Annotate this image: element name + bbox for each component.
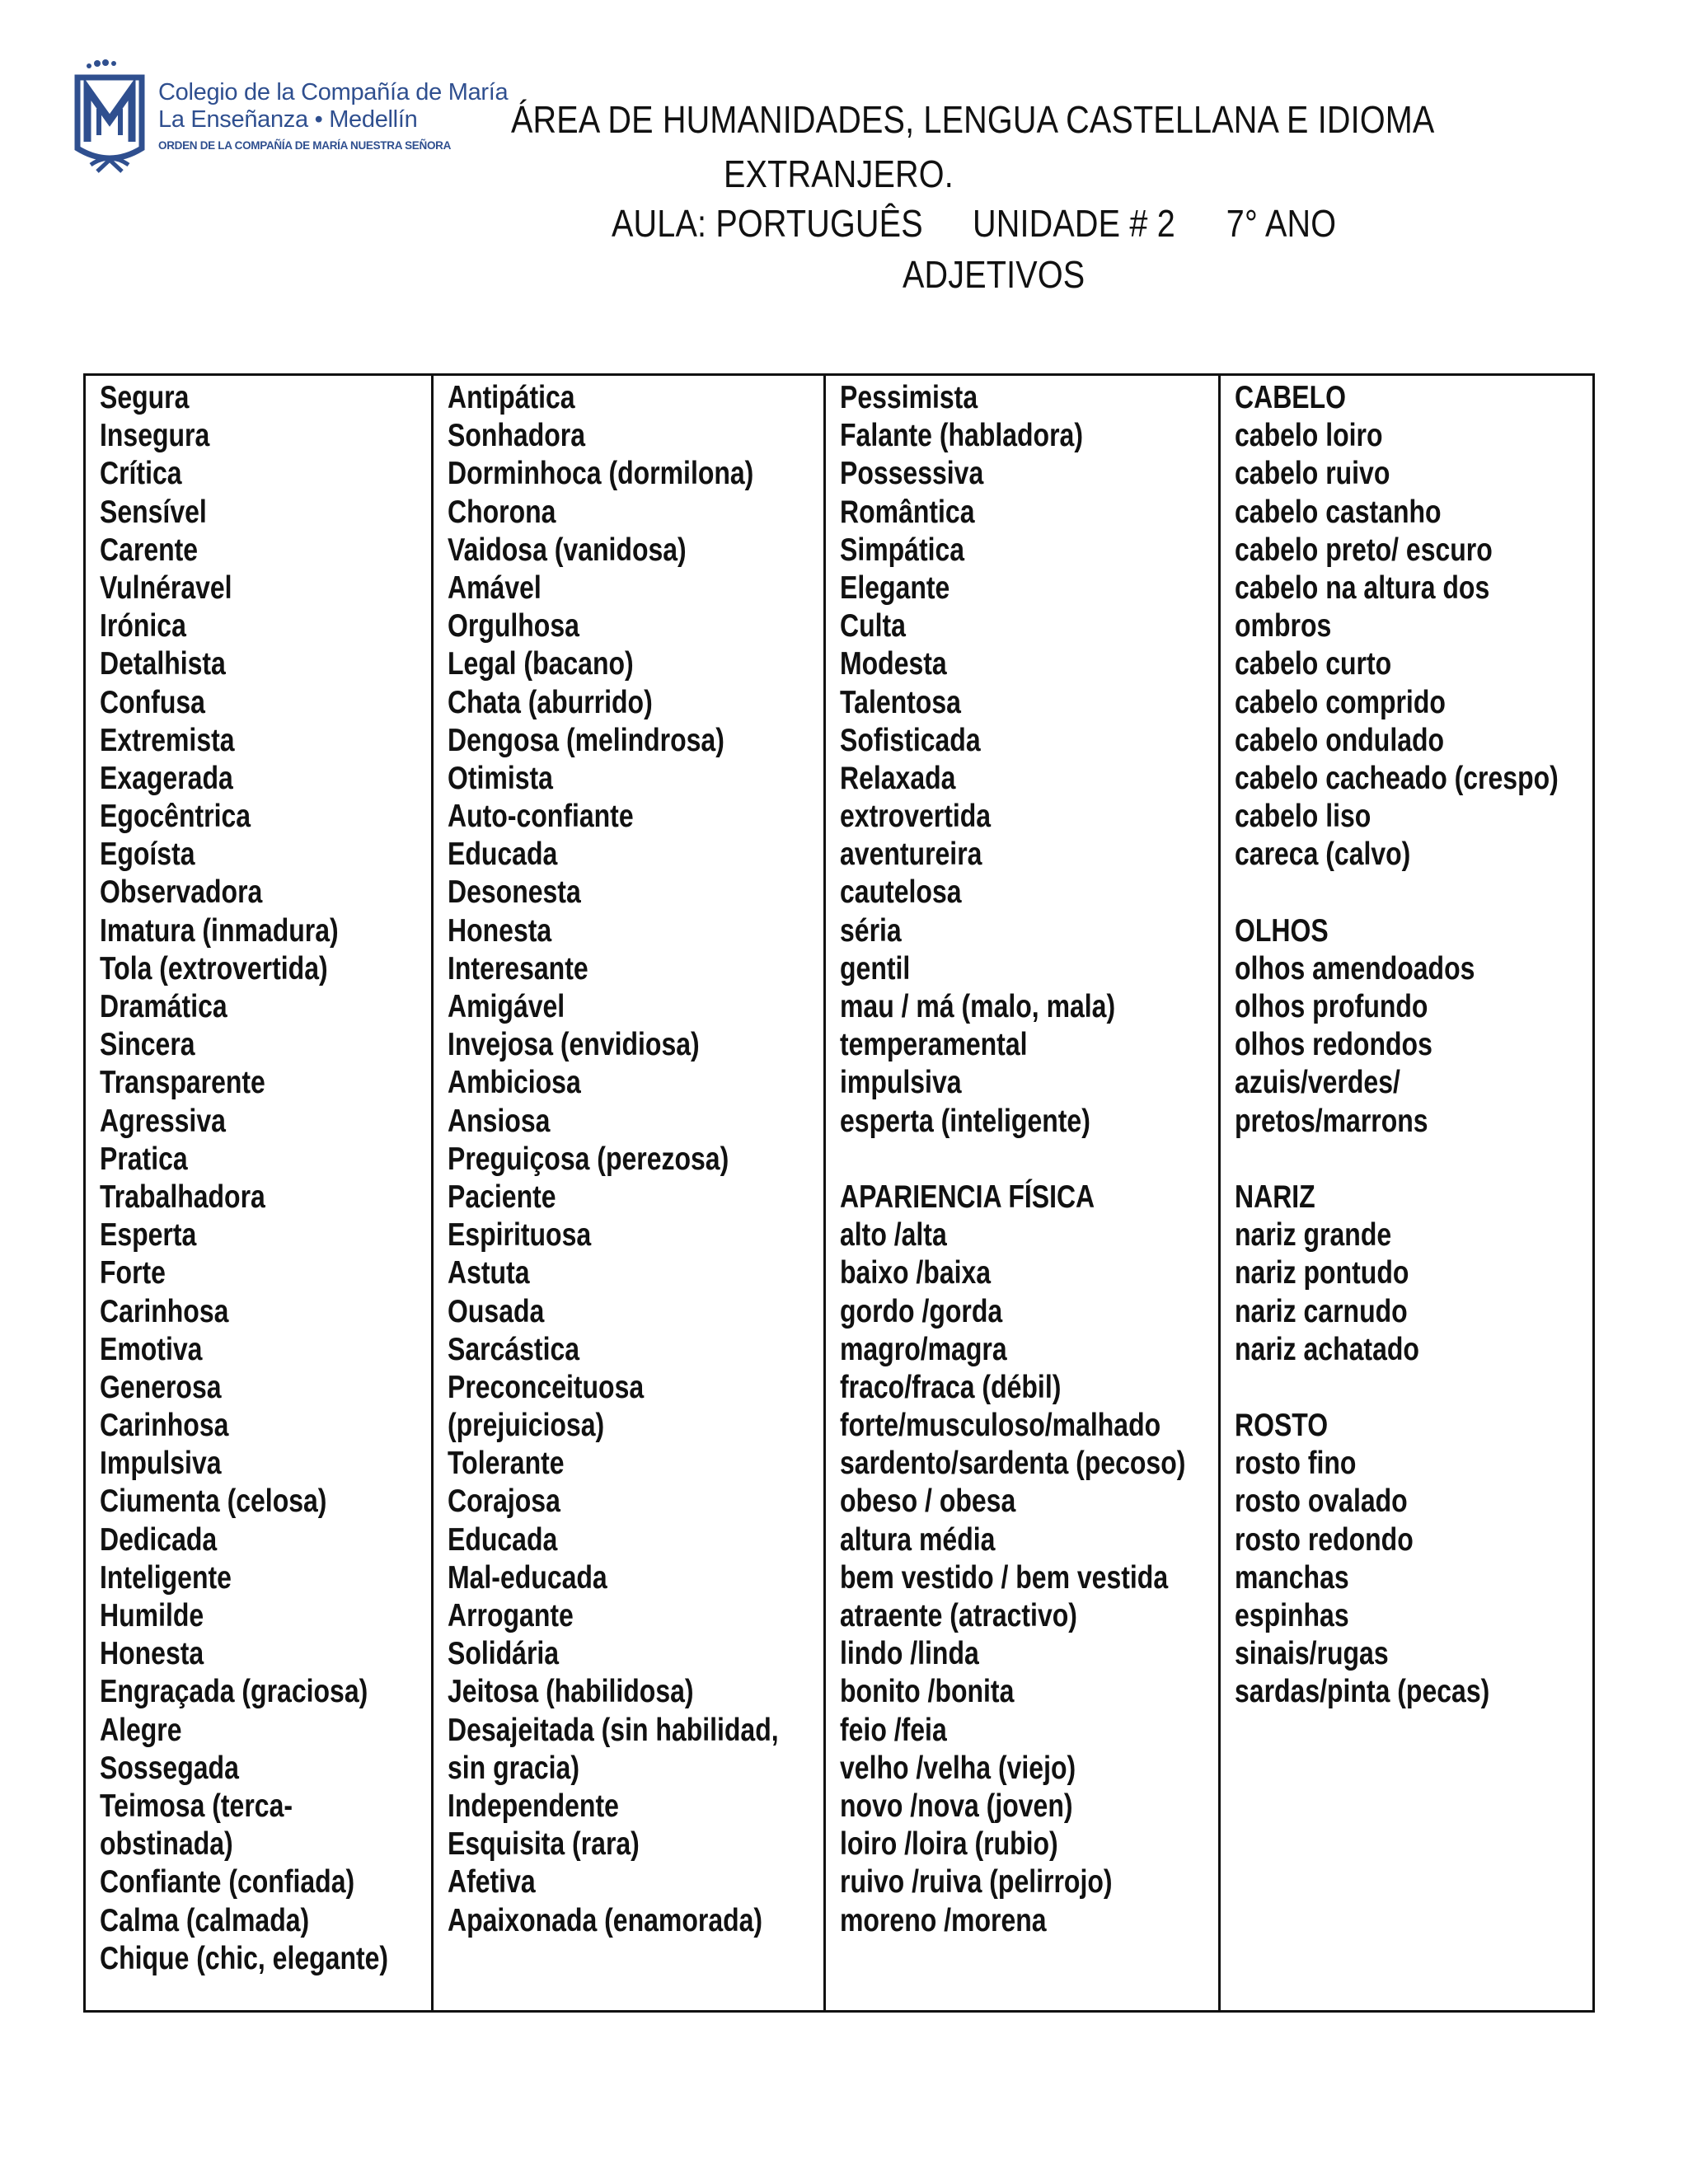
list-item: Preguiçosa (perezosa) — [448, 1141, 729, 1177]
list-item: Sensível — [100, 494, 207, 530]
list-item: Vulnéravel — [100, 569, 232, 606]
list-item: novo /nova (joven) — [840, 1788, 1073, 1824]
list-item: Egoísta — [100, 837, 195, 873]
list-item: cabelo curto — [1235, 646, 1392, 682]
list-item: cabelo ruivo — [1235, 456, 1390, 492]
list-item: Egocêntrica — [100, 799, 251, 835]
list-item: Chorona — [448, 494, 556, 530]
list-item: Educada — [448, 1521, 558, 1558]
table-column-3 — [826, 376, 1221, 2010]
list-item: Desonesta — [448, 874, 581, 911]
list-item: cabelo comprido — [1235, 684, 1446, 720]
list-item: gentil — [840, 950, 911, 987]
header-grade: 7° ANO — [1226, 202, 1337, 245]
logo-school-location: La Enseñanza • Medellín — [158, 106, 418, 133]
list-item: OLHOS — [1235, 912, 1329, 949]
list-item: Carente — [100, 532, 199, 568]
list-item: Calma (calmada) — [100, 1902, 310, 1938]
list-item: Crítica — [100, 456, 182, 492]
header-unit: UNIDADE # 2 — [972, 202, 1175, 245]
list-item: Simpática — [840, 532, 965, 568]
list-item: Tolerante — [448, 1446, 565, 1482]
list-item: Sonhadora — [448, 418, 586, 454]
list-item: Modesta — [840, 646, 947, 682]
list-item: Dedicada — [100, 1521, 218, 1558]
list-item: Jeitosa (habilidosa) — [448, 1674, 694, 1710]
list-item: extrovertida — [840, 799, 992, 835]
list-item: Teimosa (terca- — [100, 1788, 293, 1824]
list-item: careca (calvo) — [1235, 837, 1411, 873]
list-item: Ciumenta (celosa) — [100, 1483, 327, 1520]
list-item: Legal (bacano) — [448, 646, 634, 682]
list-item: esperta (inteligente) — [840, 1103, 1090, 1139]
list-item: Ousada — [448, 1293, 545, 1329]
list-item: Esperta — [100, 1217, 197, 1254]
list-item: espinhas — [1235, 1598, 1349, 1633]
list-item: moreno /morena — [840, 1902, 1047, 1938]
list-item: Forte — [100, 1255, 166, 1291]
header-topic: ADJETIVOS — [903, 253, 1085, 296]
list-item: Tola (extrovertida) — [100, 950, 328, 987]
list-item: olhos amendoados — [1235, 950, 1475, 987]
list-item: nariz pontudo — [1235, 1255, 1409, 1291]
list-item: Trabalhadora — [100, 1179, 265, 1215]
list-item: sardas/pinta (pecas) — [1235, 1674, 1490, 1710]
list-item: Sarcástica — [448, 1331, 580, 1367]
logo-text — [158, 79, 509, 152]
list-item: atraente (atractivo) — [840, 1598, 1077, 1633]
list-item: velho /velha (viejo) — [840, 1750, 1076, 1786]
list-item: Detalhista — [100, 646, 226, 682]
list-item: Desajeitada (sin habilidad, — [448, 1712, 779, 1748]
list-item: olhos profundo — [1235, 989, 1428, 1024]
list-item: Transparente — [100, 1065, 265, 1101]
list-item: Espirituosa — [448, 1217, 592, 1254]
list-item: Inteligente — [100, 1559, 232, 1596]
list-item: obeso / obesa — [840, 1483, 1016, 1520]
list-item: Pratica — [100, 1141, 188, 1177]
list-item: Observadora — [100, 874, 263, 911]
list-item: Pessimista — [840, 380, 978, 415]
list-item: Extremista — [100, 722, 235, 758]
list-item: baixo /baixa — [840, 1255, 992, 1291]
list-item: altura média — [840, 1521, 996, 1558]
list-item: Humilde — [100, 1598, 204, 1633]
list-item: mau / má (malo, mala) — [840, 989, 1116, 1024]
table-column-2 — [434, 376, 826, 2010]
list-item: APARIENCIA FÍSICA — [840, 1179, 1095, 1215]
list-item: Ambiciosa — [448, 1065, 581, 1101]
list-item: feio /feia — [840, 1712, 947, 1748]
list-item: Orgulhosa — [448, 608, 579, 644]
list-item: Chata (aburrido) — [448, 684, 653, 720]
list-item: (prejuiciosa) — [448, 1408, 605, 1444]
list-item: cautelosa — [840, 874, 962, 911]
list-item: Possessiva — [840, 456, 984, 492]
list-item: cabelo cacheado (crespo) — [1235, 760, 1559, 796]
header-course-info — [612, 201, 1336, 246]
list-item: Impulsiva — [100, 1446, 222, 1482]
list-item: sinais/rugas — [1235, 1636, 1389, 1672]
list-item: Sincera — [100, 1027, 195, 1063]
list-item: pretos/marrons — [1235, 1103, 1428, 1139]
list-item: ombros — [1235, 608, 1332, 644]
list-item: loiro /loira (rubio) — [840, 1826, 1058, 1863]
list-item: cabelo loiro — [1235, 418, 1383, 454]
header-area-title: ÁREA DE HUMANIDADES, LENGUA CASTELLANA E IDIOMA — [511, 98, 1435, 141]
list-item: NARIZ — [1235, 1179, 1315, 1215]
list-item: Antipática — [448, 380, 575, 415]
list-item: Engraçada (graciosa) — [100, 1674, 368, 1710]
school-crest-icon — [73, 59, 147, 183]
list-item: Irónica — [100, 608, 186, 644]
header-area-title-cont: EXTRANJERO. — [724, 152, 954, 195]
list-item: Invejosa (envidiosa) — [448, 1027, 700, 1063]
blank-line — [1235, 1141, 1629, 1179]
list-item: manchas — [1235, 1559, 1349, 1596]
list-item: Talentosa — [840, 684, 961, 720]
list-item: cabelo liso — [1235, 799, 1372, 835]
list-item: Dramática — [100, 989, 227, 1024]
list-item: Apaixonada (enamorada) — [448, 1902, 763, 1938]
list-item: Segura — [100, 380, 190, 415]
list-item: Culta — [840, 608, 906, 644]
list-item: olhos redondos — [1235, 1027, 1432, 1063]
list-item: nariz carnudo — [1235, 1293, 1408, 1329]
list-item: Dengosa (melindrosa) — [448, 722, 724, 758]
list-item: Confusa — [100, 684, 205, 720]
school-logo — [73, 59, 509, 183]
list-item: Astuta — [448, 1255, 530, 1291]
list-item: Imatura (inmadura) — [100, 912, 339, 949]
list-item: Honesta — [448, 912, 552, 949]
list-item: obstinada) — [100, 1826, 233, 1863]
list-item: Emotiva — [100, 1331, 203, 1367]
list-item: CABELO — [1235, 380, 1347, 415]
list-item: Romântica — [840, 494, 975, 530]
list-item: Arrogante — [448, 1598, 574, 1633]
list-item: nariz grande — [1235, 1217, 1392, 1254]
list-item: cabelo na altura dos — [1235, 569, 1490, 606]
list-item: Paciente — [448, 1179, 556, 1215]
logo-order-name: ORDEN DE LA COMPAÑÍA DE MARÍA NUESTRA SEÑORA — [158, 139, 452, 152]
list-item: Confiante (confiada) — [100, 1864, 355, 1900]
list-item: Agressiva — [100, 1103, 226, 1139]
list-item: aventureira — [840, 837, 982, 873]
list-item: Chique (chic, elegante) — [100, 1940, 389, 1976]
list-item: ruivo /ruiva (pelirrojo) — [840, 1864, 1113, 1900]
list-item: cabelo ondulado — [1235, 722, 1445, 758]
list-item: forte/musculoso/malhado — [840, 1408, 1161, 1444]
list-item: Educada — [448, 837, 558, 873]
list-item: cabelo castanho — [1235, 494, 1442, 530]
list-item: impulsiva — [840, 1065, 962, 1101]
list-item: bem vestido / bem vestida — [840, 1559, 1169, 1596]
blank-line — [1235, 874, 1629, 912]
list-item: Solidária — [448, 1636, 560, 1672]
list-item: Alegre — [100, 1712, 182, 1748]
list-item: Auto-confiante — [448, 799, 634, 835]
list-item: Honesta — [100, 1636, 204, 1672]
list-item: Corajosa — [448, 1483, 560, 1520]
list-item: ROSTO — [1235, 1408, 1329, 1444]
list-item: bonito /bonita — [840, 1674, 1015, 1710]
list-item: fraco/fraca (débil) — [840, 1369, 1062, 1405]
list-item: Carinhosa — [100, 1408, 229, 1444]
list-item: rosto ovalado — [1235, 1483, 1408, 1520]
list-item: Interesante — [448, 950, 588, 987]
blank-line — [840, 1141, 1218, 1179]
blank-line — [1235, 1369, 1629, 1407]
list-item: azuis/verdes/ — [1235, 1065, 1400, 1101]
list-item: Sofisticada — [840, 722, 981, 758]
list-item: Amigável — [448, 989, 565, 1024]
list-item: Esquisita (rara) — [448, 1826, 640, 1863]
list-item: sardento/sardenta (pecoso) — [840, 1446, 1186, 1482]
list-item: temperamental — [840, 1027, 1028, 1063]
list-item: Preconceituosa — [448, 1369, 645, 1405]
list-item: Generosa — [100, 1369, 222, 1405]
list-item: Ansiosa — [448, 1103, 551, 1139]
list-item: Mal-educada — [448, 1559, 607, 1596]
list-item: gordo /gorda — [840, 1293, 1003, 1329]
list-item: lindo /linda — [840, 1636, 979, 1672]
logo-school-name: Colegio de la Compañía de María — [158, 79, 509, 105]
list-item: Insegura — [100, 418, 210, 454]
list-item: Relaxada — [840, 760, 956, 796]
list-item: Afetiva — [448, 1864, 536, 1900]
list-item: sin gracia) — [448, 1750, 579, 1786]
list-item: Dorminhoca (dormilona) — [448, 456, 754, 492]
list-item: Exagerada — [100, 760, 233, 796]
list-item: Independente — [448, 1788, 619, 1824]
adjectives-table — [83, 373, 1595, 2013]
list-item: rosto redondo — [1235, 1521, 1414, 1558]
table-column-4 — [1221, 376, 1629, 2010]
list-item: Amável — [448, 569, 542, 606]
list-item: alto /alta — [840, 1217, 947, 1254]
list-item: Falante (habladora) — [840, 418, 1083, 454]
list-item: Elegante — [840, 569, 950, 606]
table-column-1 — [86, 376, 434, 2010]
list-item: nariz achatado — [1235, 1331, 1419, 1367]
list-item: séria — [840, 912, 902, 949]
header-subject: AULA: PORTUGUÊS — [612, 202, 923, 245]
list-item: magro/magra — [840, 1331, 1007, 1367]
list-item: Vaidosa (vanidosa) — [448, 532, 687, 568]
list-item: Carinhosa — [100, 1293, 229, 1329]
list-item: Sossegada — [100, 1750, 239, 1786]
list-item: Otimista — [448, 760, 553, 796]
list-item: cabelo preto/ escuro — [1235, 532, 1493, 568]
list-item: rosto fino — [1235, 1446, 1357, 1482]
